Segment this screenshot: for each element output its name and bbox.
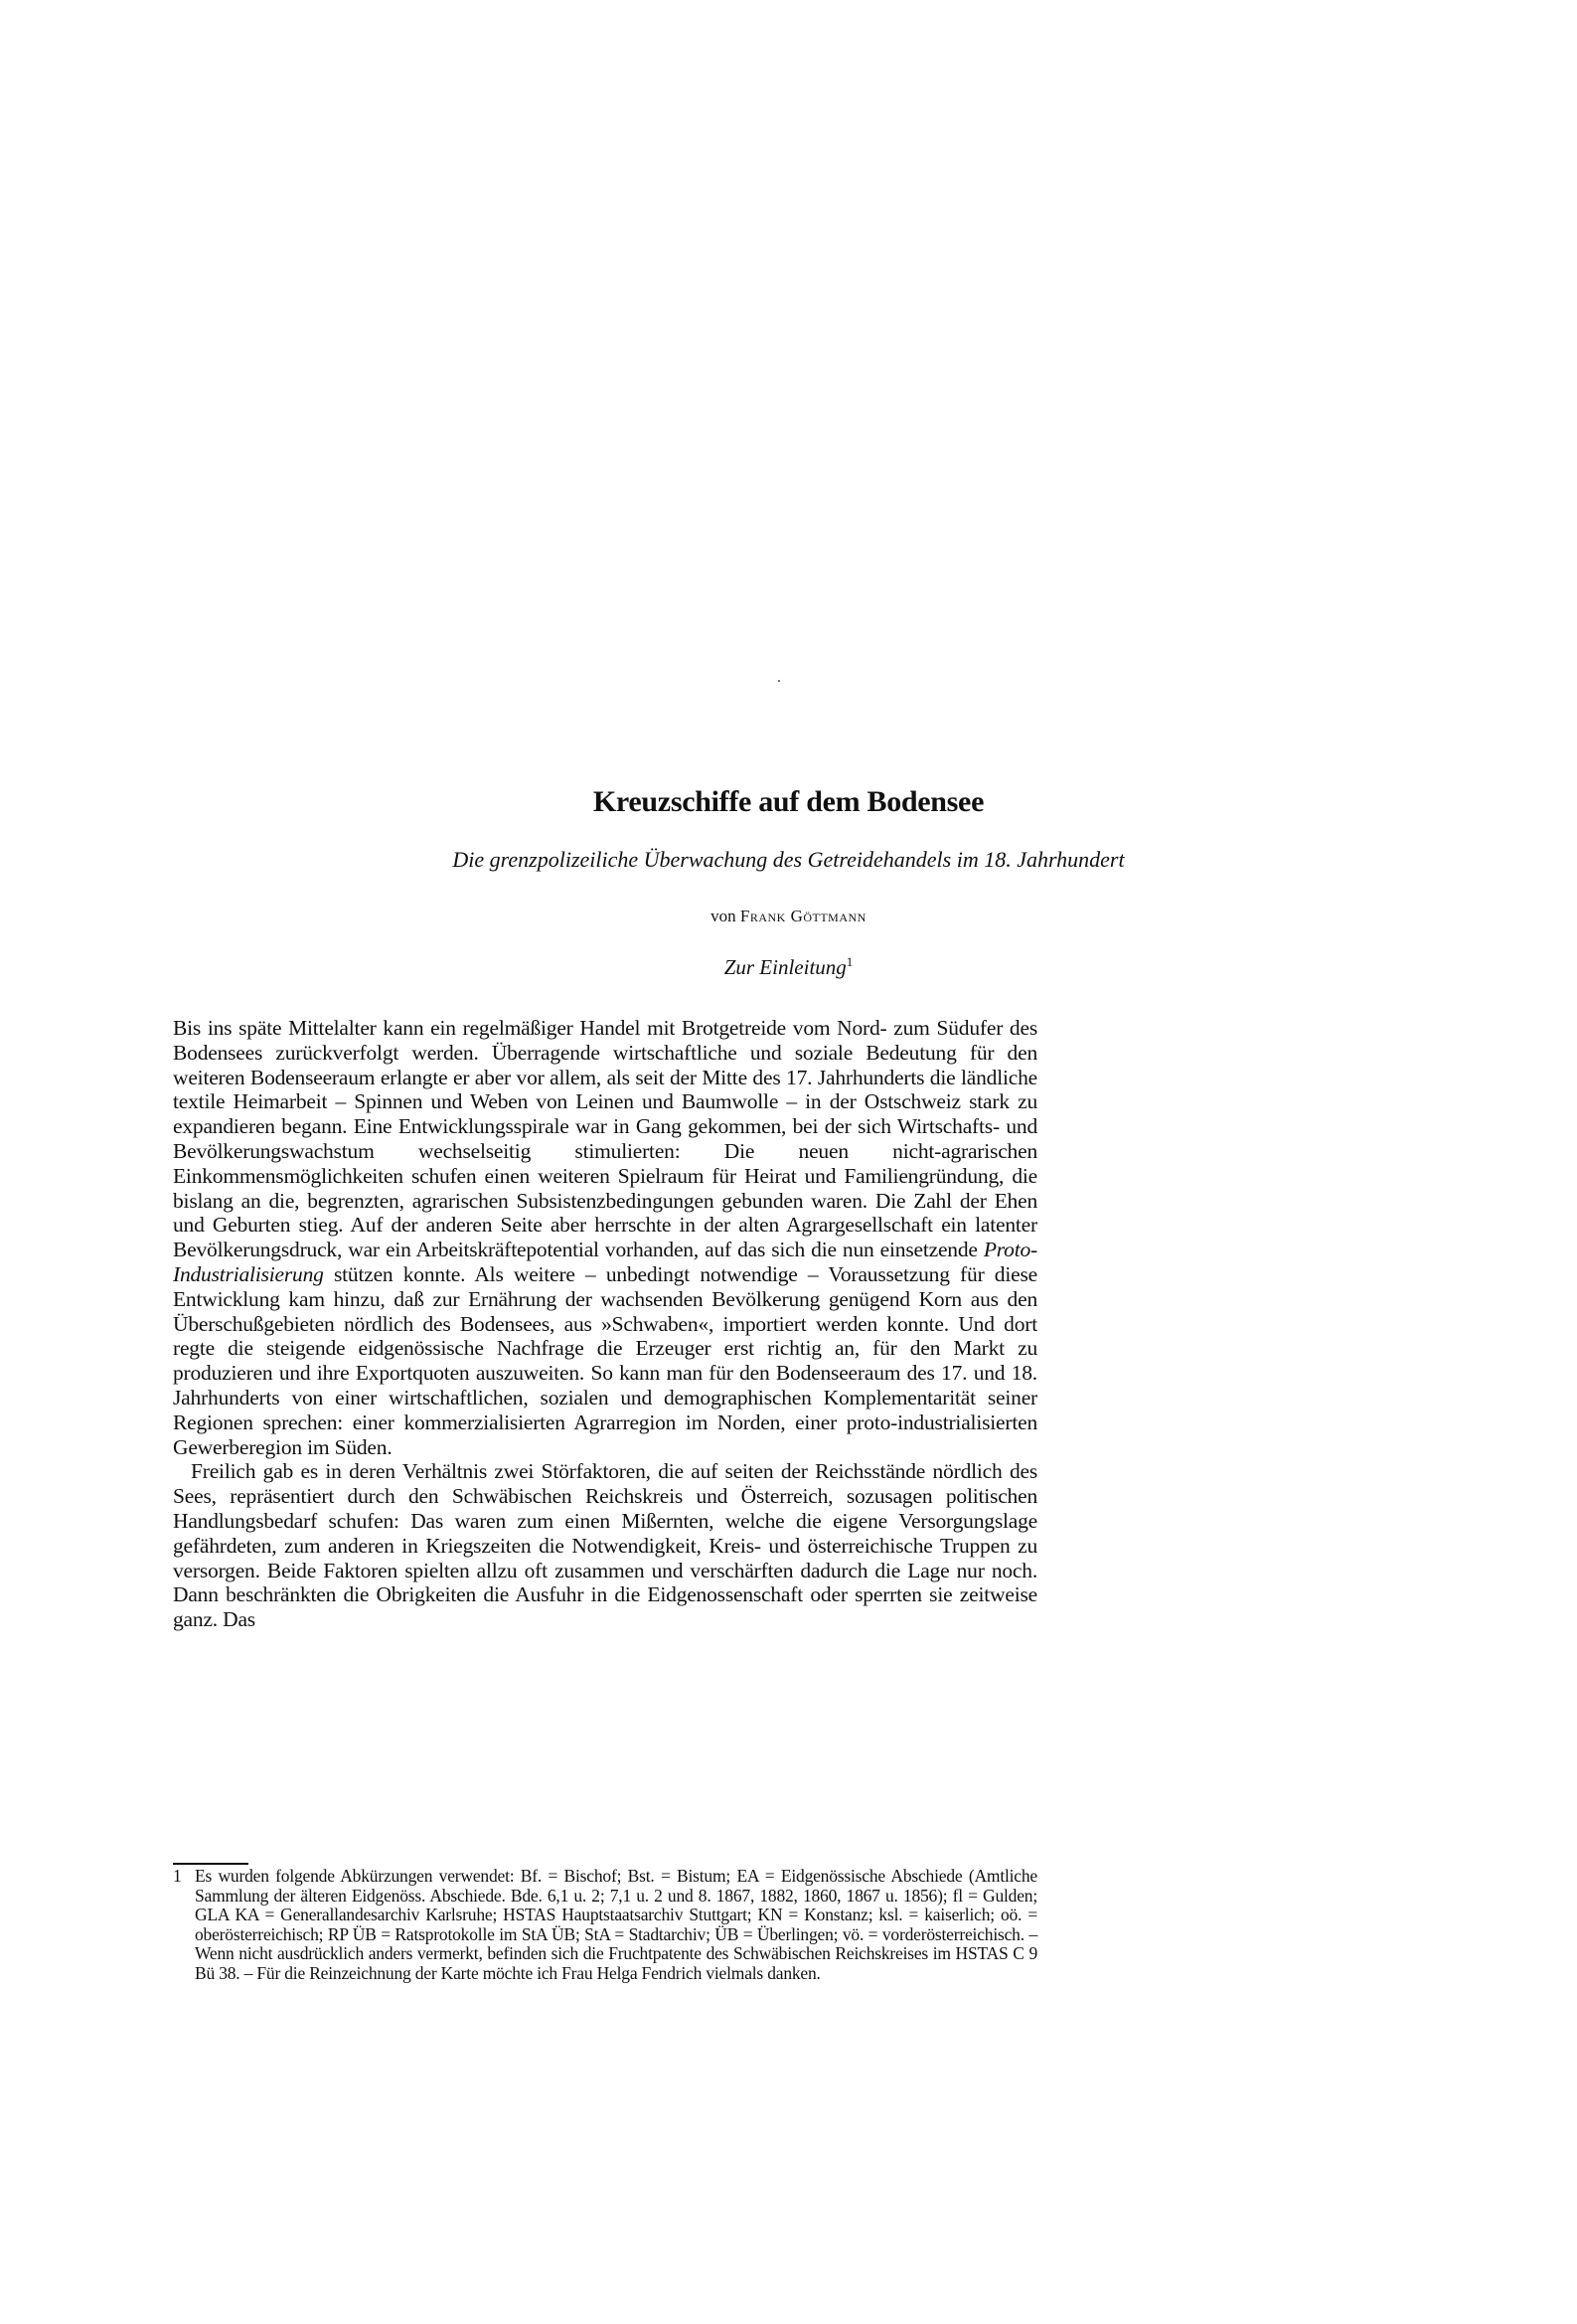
footnote-number: 1 xyxy=(173,1866,182,1886)
footnote-1 xyxy=(173,1867,1037,1983)
body-text xyxy=(173,1016,1037,1632)
author-name: Frank Göttmann xyxy=(739,907,867,925)
paragraph-1-part-a: Bis ins späte Mittelalter kann ein regelmäßiger Handel mit Brotgetreide vom Nord- zum Südufer des Bodensees zurückverfolgt werden. Überragende wirtschaftliche und soziale Bedeutung für den weiteren Bodenseeraum erlangte er aber vor allem, als seit der Mitte des 17. Jahrhunderts die ländliche textile Heimarbeit – Spinnen und Weben von Leinen und Baumwolle – in der Ostschweiz stark zu expandieren begann. Eine Entwicklungsspirale war in Gang gekommen, bei der sich Wirtschafts- und Bevölkerungswachstum wechselseitig stimulierten: Die neuen nicht-agrarischen Einkommensmöglichkeiten schufen einen weiteren Spielraum für Heirat und Familiengründung, die bislang an die, begrenzten, agrarischen Subsistenzbedingungen gebunden waren. Die Zahl der Ehen und Geburten stieg. Auf der anderen Seite aber herrschte in der alten Agrargesellschaft ein latenter Bevölkerungsdruck, war ein Arbeitskräftepotential vorhanden, auf das sich die nun einsetzende xyxy=(173,1016,1037,1262)
footnote-divider xyxy=(173,1863,248,1865)
section-heading xyxy=(0,954,1577,980)
footnote-reference[interactable]: 1 xyxy=(846,954,854,969)
footnote-text: Es wurden folgende Abkürzungen verwendet: Bf. = Bischof; Bst. = Bistum; EA = Eidgenössische Abschiede (Amtliche Sammlung der älteren Eidgenöss. Abschiede. Bde. 6,1 u. 2; 7,1 u. 2 und 8. 1867, 1882, 1860, 1867 u. 1856); fl = Gulden; GLA KA = Generallandesarchiv Karlsruhe; HSTAS Hauptstaatsarchiv Stuttgart; KN = Konstanz; ksl. = kaiserlich; oö. = oberösterreichisch; RP ÜB = Ratsprotokolle im StA ÜB; StA = Stadtarchiv; ÜB = Überlingen; vö. = vorderösterreichisch. – Wenn nicht ausdrücklich anders vermerkt, befinden sich die Fruchtpatente des Schwäbischen Reichskreises im HSTAS C 9 Bü 38. – Für die Reinzeichnung der Karte möchte ich Frau Helga Fendrich vielmals danken. xyxy=(195,1866,1037,1983)
article-title: Kreuzschiffe auf dem Bodensee xyxy=(592,785,985,818)
section-heading-text: Zur Einleitung xyxy=(723,955,847,979)
article-subtitle: Die grenzpolizeiliche Überwachung des Getreidehandels im 18. Jahrhundert xyxy=(452,847,1125,872)
scan-speck xyxy=(778,680,780,682)
paragraph-1-italic-term: Proto-Industrialisierung xyxy=(173,1238,1037,1286)
footnote-block xyxy=(173,1867,1037,1983)
paragraph-1-part-b: stützen konnte. Als weitere – unbedingt notwendige – Voraussetzung für diese Entwicklung kam hinzu, daß zur Ernährung der wachsenden Bevölkerung genügend Korn aus den Überschußgebieten nördlich des Bodensees, aus »Schwaben«, importiert werden konnte. Und dort regte die steigende eidgenössische Nachfrage die Erzeuger erst richtig an, für den Markt zu produzieren und ihre Exportquoten auszuweiten. So kann man für den Bodenseeraum des 17. und 18. Jahrhunderts von einer wirtschaftlichen, sozialen und demographischen Komplementarität seiner Regionen sprechen: einer kommerzialisierten Agrarregion im Norden, einer proto-industrialisierten Gewerberegion im Süden. xyxy=(173,1261,1037,1459)
paragraph-2: Freilich gab es in deren Verhältnis zwei Störfaktoren, die auf seiten der Reichsstände nördlich des Sees, repräsentiert durch den Schwäbischen Reichskreis und Österreich, sozusagen politischen Handlungsbedarf schufen: Das waren zum einen Mißernten, welche die eigene Versorgungslage gefährdeten, zum anderen in Kriegszeiten die Notwendigkeit, Kreis- und österreichische Truppen zu versorgen. Beide Faktoren spielten allzu oft zusammen und verschärften dadurch die Lage nur noch. Dann beschränkten die Obrigkeiten die Ausfuhr in die Eidgenossenschaft oder sperrten sie zeitweise ganz. Das xyxy=(173,1459,1037,1632)
author-prefix: von xyxy=(710,907,740,925)
author-line xyxy=(0,907,1577,926)
paragraph-1 xyxy=(173,1016,1037,1459)
